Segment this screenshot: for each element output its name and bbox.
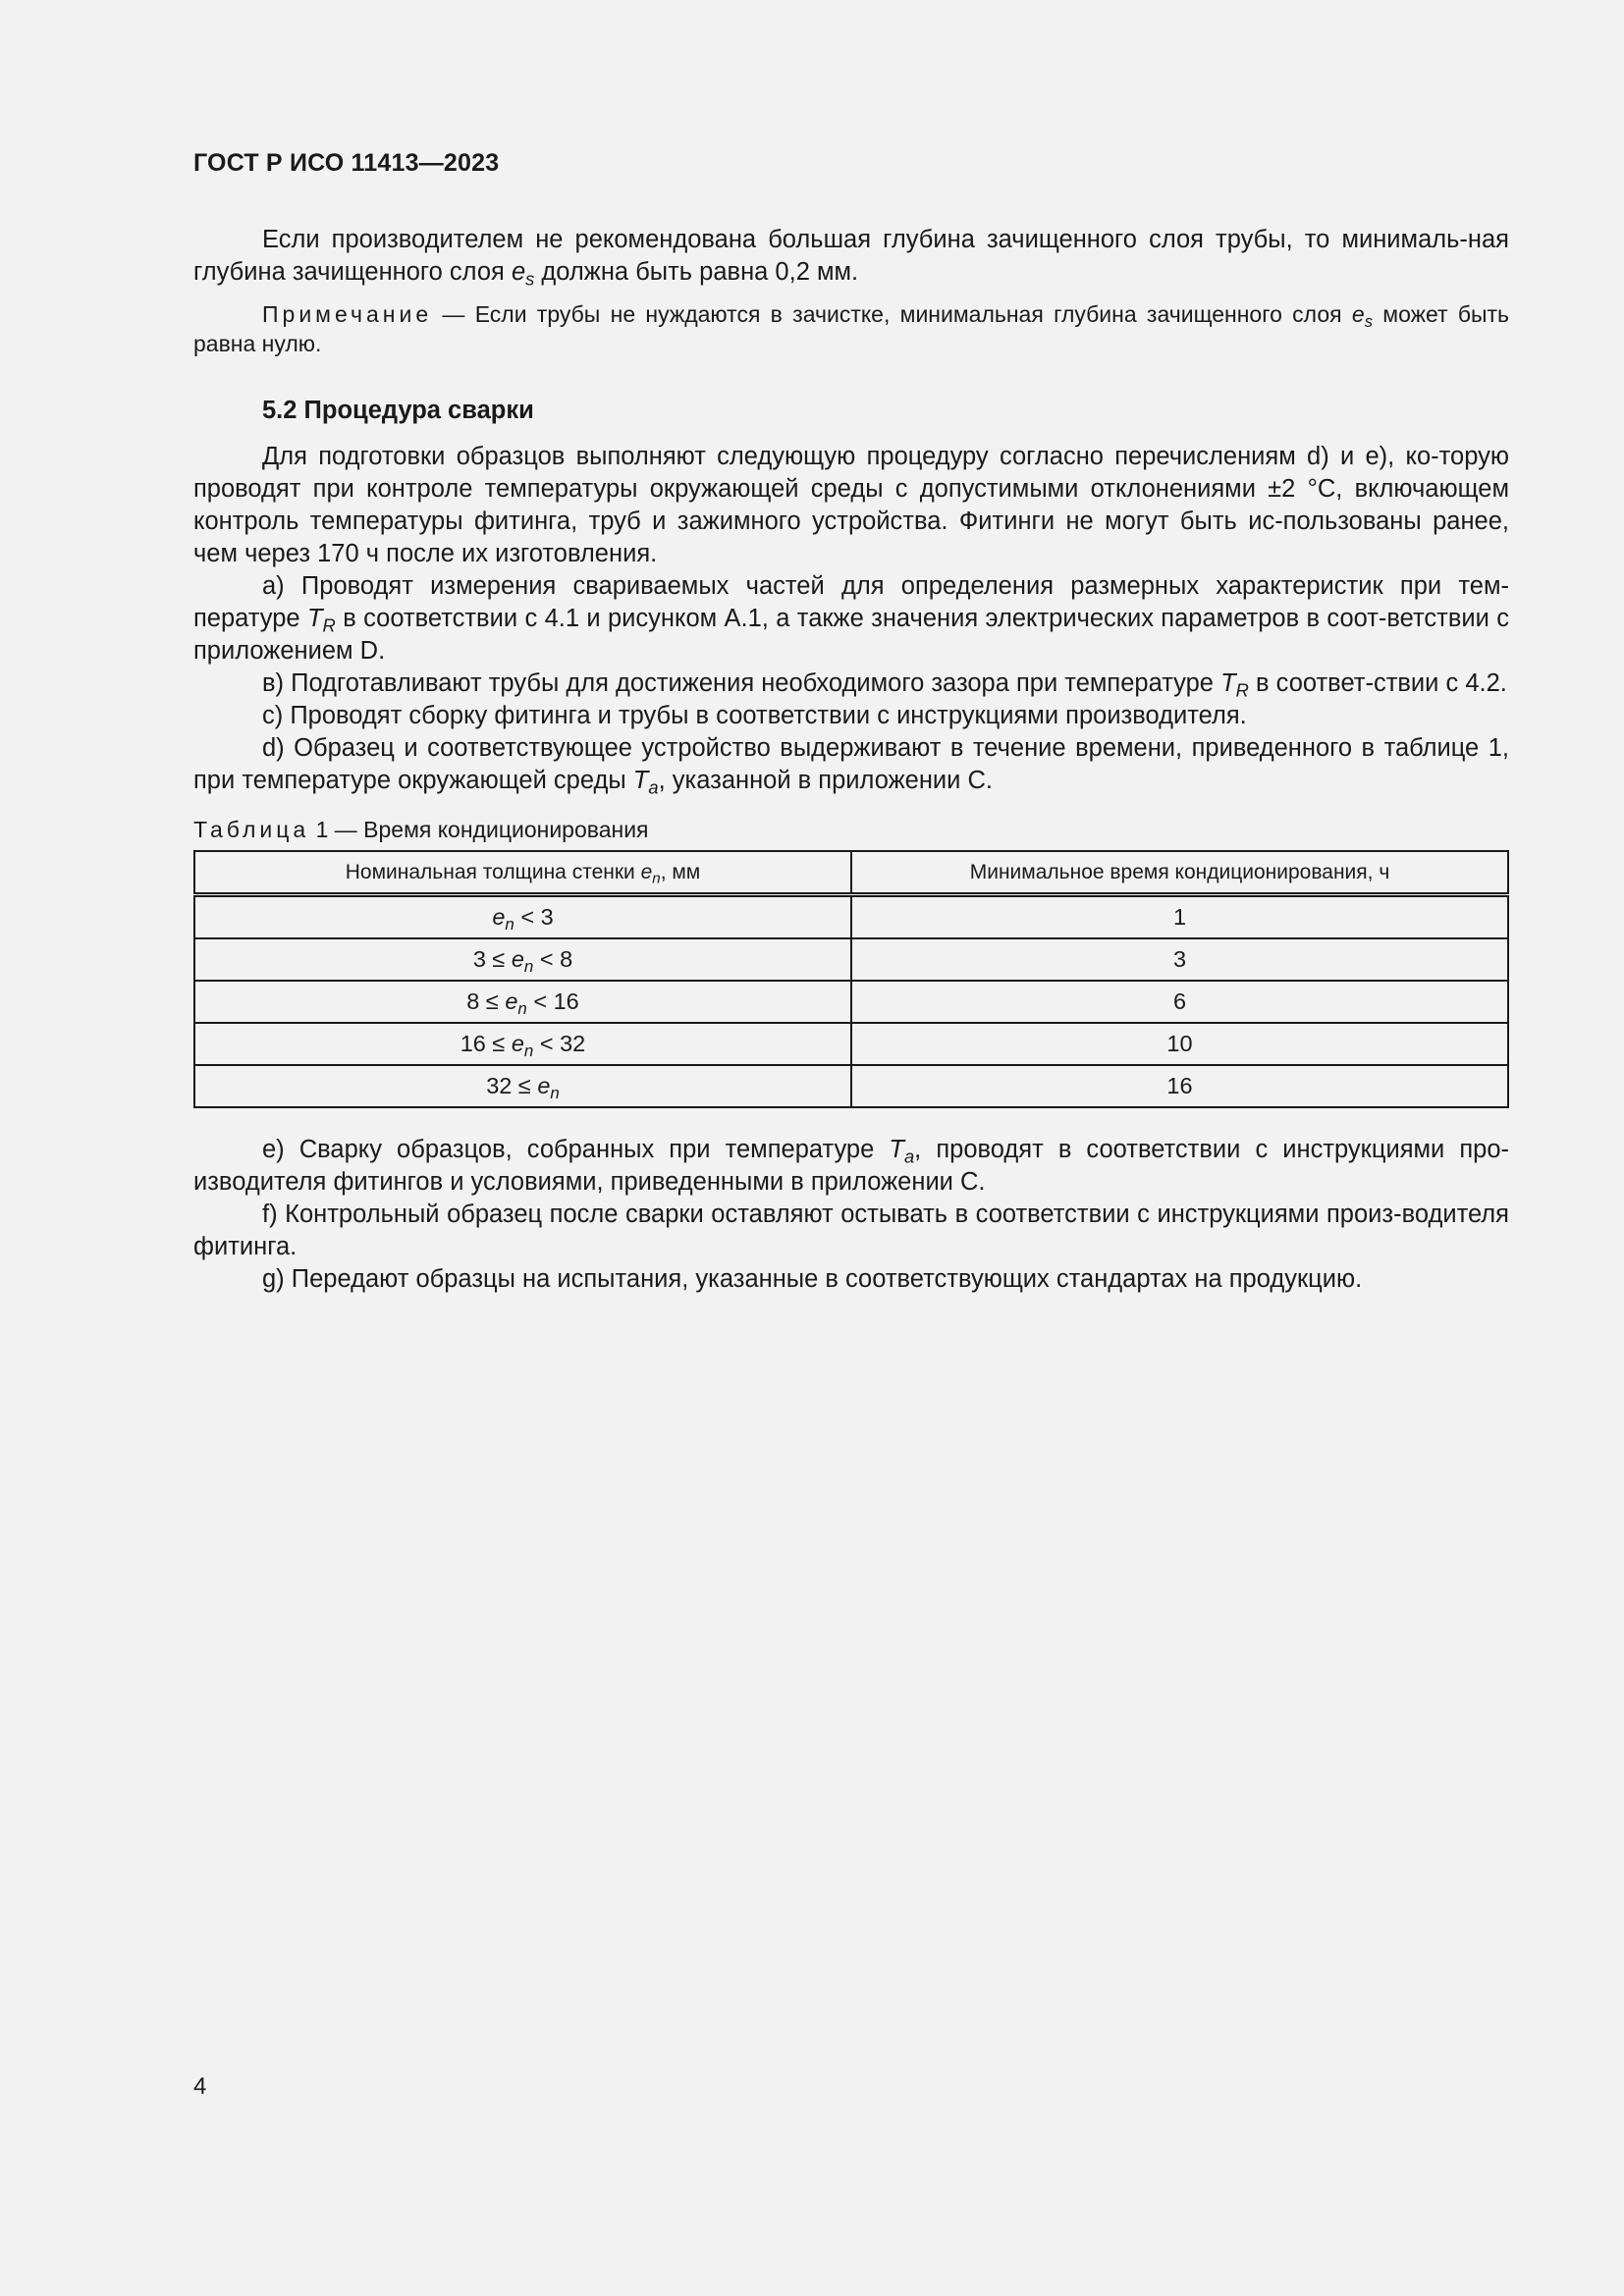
table-cell-time: 16 [851,1065,1508,1107]
table-row [194,895,1508,939]
table-cell-time: 10 [851,1023,1508,1065]
list-item-f: f) Контрольный образец после сварки оставляют остывать в соответствии с инструкциями произ-водителя фитинга. [193,1201,1509,1260]
page-number: 4 [193,2073,207,2100]
table-cell-time: 6 [851,981,1508,1023]
list-item-b: в) Подготавливают трубы для достижения необходимого зазора при температуре $T_R$ в соответ-ствии с 4.2. [262,669,1507,701]
table-cell-thickness: $8 \le e_n < 16$ [194,981,851,1023]
list-item-d: d) Образец и соответствующее устройство выдерживают в течение времени, приведенного в таблице 1, при температуре окружающей среды $T_a$, указанной в приложении С. [193,734,1509,798]
list-item-c: c) Проводят сборку фитинга и трубы в соответствии с инструкциями производителя. [262,702,1247,729]
paragraph-min-depth: Если производителем не рекомендована большая глубина зачищенного слоя трубы, то минималь-ная глубина зачищенного слоя $e_s$ должна быть равна 0,2 мм. [193,226,1509,290]
list-item-a: a) Проводят измерения свариваемых частей для определения размерных характеристик при тем-пературе $T_R$ в соответствии с 4.1 и рисунком A.1, а также значения электрических параметров в соот-ветствии с приложением D. [193,572,1509,665]
table-cell-time: 1 [851,895,1508,939]
table-row [194,1023,1508,1065]
note-paragraph: Примечание — Если трубы не нуждаются в зачистке, минимальная глубина зачищенного слоя $e_s$ может быть равна нулю. [193,301,1510,356]
column-header-wall-thickness: Номинальная толщина стенки $e_n$, мм [194,851,851,895]
document-page [193,0,1509,2296]
document-id-header: ГОСТ Р ИСО 11413—2023 [193,149,500,177]
table-row [194,981,1508,1023]
list-item-e: e) Сварку образцов, собранных при температуре $T_a$, проводят в соответствии с инструкциями про-изводителя фитингов и условиями, приведенными в приложении С. [193,1136,1510,1196]
table-caption: Таблица 1 — Время кондиционирования [193,817,649,842]
table-row [194,1065,1508,1107]
list-item-g: g) Передают образцы на испытания, указанные в соответствующих стандартах на продукцию. [262,1265,1363,1293]
table-cell-thickness: $3 \le e_n < 8$ [194,938,851,981]
table-cell-thickness: $e_n < 3$ [194,895,851,939]
paragraph-procedure-intro: Для подготовки образцов выполняют следующую процедуру согласно перечислениям d) и e), ко-торую проводят при контроле температуры окружающей среды с допустимыми отклонениями ±2 °С, включающем контроль температуры фитинга, труб и зажимного устройства. Фитинги не могут быть ис-пользованы ранее, чем через 170 ч после их изготовления. [193,443,1509,567]
conditioning-time-table [193,850,1509,1108]
column-header-conditioning-time: Минимальное время кондиционирования, ч [851,851,1508,895]
table-header-row [194,851,1508,895]
table-cell-time: 3 [851,938,1508,981]
table-cell-thickness: $32 \le e_n$ [194,1065,851,1107]
section-title: 5.2 Процедура сварки [262,397,534,424]
document-body [193,224,1509,1296]
table-cell-thickness: $16 \le e_n < 32$ [194,1023,851,1065]
table-row [194,938,1508,981]
note-label: Примечание [262,301,433,327]
